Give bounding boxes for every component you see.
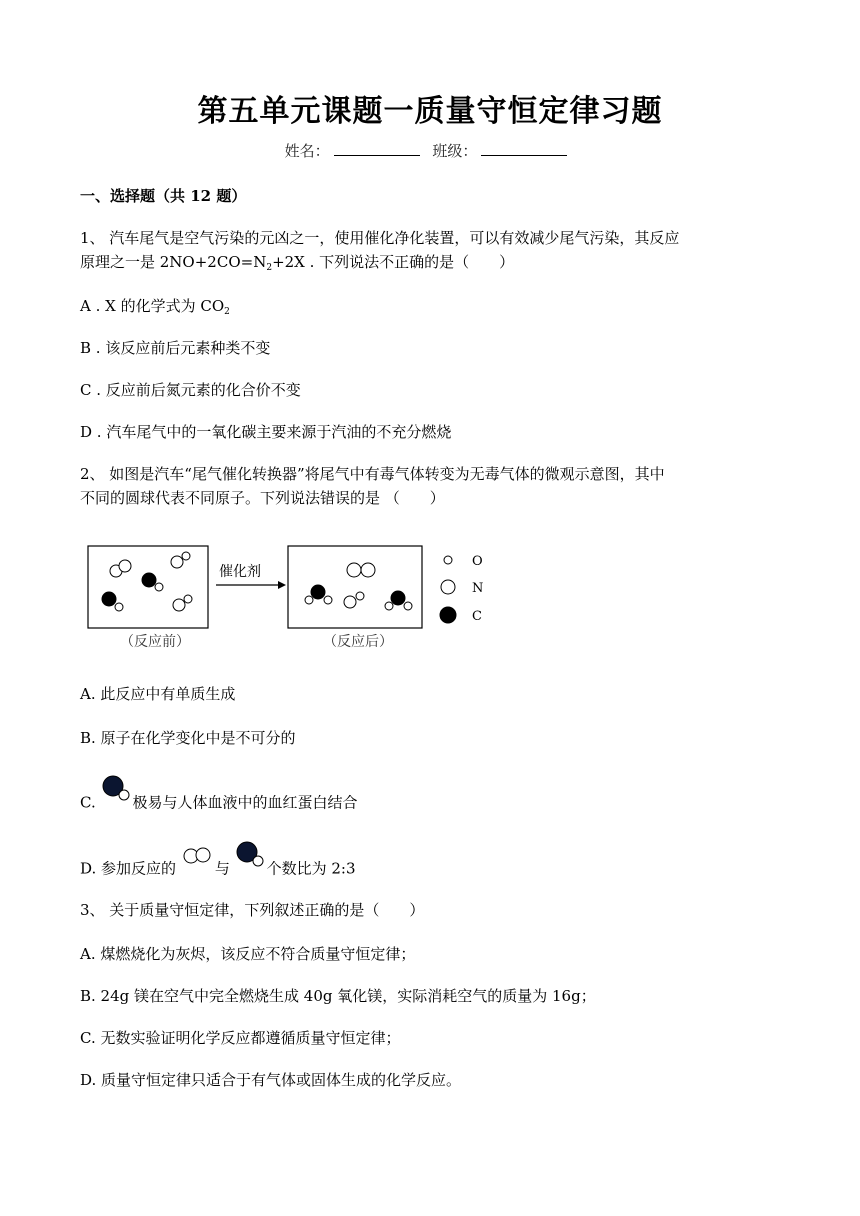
q1-line2: 原理之一是 $2NO+2CO=N_2+2X$ . 下列说法不正确的是（ ）: [80, 253, 515, 273]
after-box: [288, 546, 422, 628]
legend-o: O: [472, 554, 483, 569]
name-blank[interactable]: [334, 141, 420, 156]
legend: [440, 554, 483, 624]
q1-line1: 1、 汽车尾气是空气污染的元凶之一，使用催化净化装置，可以有效减少尾气污染，其反应: [80, 229, 680, 247]
class-label: 班级：: [432, 142, 478, 160]
class-blank[interactable]: [481, 141, 567, 156]
before-caption: （反应前）: [120, 634, 190, 650]
q3-option-a: A. 煤燃烧化为灰烬，该反应不符合质量守恒定律；: [80, 945, 416, 963]
q1-option-d: D . 汽车尾气中的一氧化碳主要来源于汽油的不充分燃烧: [80, 423, 452, 441]
no-molecule-icon: [181, 843, 215, 876]
section-heading: 一、选择题（共 12 题）: [80, 187, 247, 205]
q1-option-a: A . X 的化学式为 $CO_2$: [80, 297, 230, 317]
q3-option-b: B. 24g 镁在空气中完全燃烧生成 40g 氧化镁，实际消耗空气的质量为 16g；: [80, 987, 596, 1005]
q2-option-c: C. 极易与人体血液中的血红蛋白结合: [80, 774, 358, 808]
legend-c: C: [472, 609, 482, 624]
q3-option-d: D. 质量守恒定律只适合于有气体或固体生成的化学反应。: [80, 1071, 462, 1089]
after-caption: （反应后）: [323, 634, 393, 650]
q2-line1: 2、 如图是汽车“尾气催化转换器”将尾气中有毒气体转变为无毒气体的微观示意图，其中: [80, 465, 665, 483]
catalyst-label: 催化剂: [219, 564, 261, 580]
q1-option-c: C . 反应前后氮元素的化合价不变: [80, 381, 301, 399]
q2-option-b: B. 原子在化学变化中是不可分的: [80, 729, 296, 747]
co-molecule-icon: [235, 840, 267, 879]
q2-option-a: A. 此反应中有单质生成: [80, 685, 236, 703]
page-title: 第五单元课题一质量守恒定律习题: [197, 94, 663, 129]
legend-n: N: [472, 581, 484, 596]
name-label: 姓名：: [284, 142, 330, 160]
co-molecule-icon: [101, 774, 133, 813]
q3-option-c: C. 无数实验证明化学反应都遵循质量守恒定律；: [80, 1029, 401, 1047]
reaction-diagram-svg: [80, 538, 500, 658]
q1-option-b: B . 该反应前后元素种类不变: [80, 339, 271, 357]
q2-option-d: D. 参加反应的 与 个数比为 2:3: [80, 840, 356, 874]
q3-line1: 3、 关于质量守恒定律，下列叙述正确的是（ ）: [80, 901, 425, 919]
q2-line2: 不同的圆球代表不同原子。下列说法错误的是 （ ）: [80, 489, 445, 507]
reaction-diagram: [80, 538, 500, 658]
name-class-line: [0, 140, 860, 161]
